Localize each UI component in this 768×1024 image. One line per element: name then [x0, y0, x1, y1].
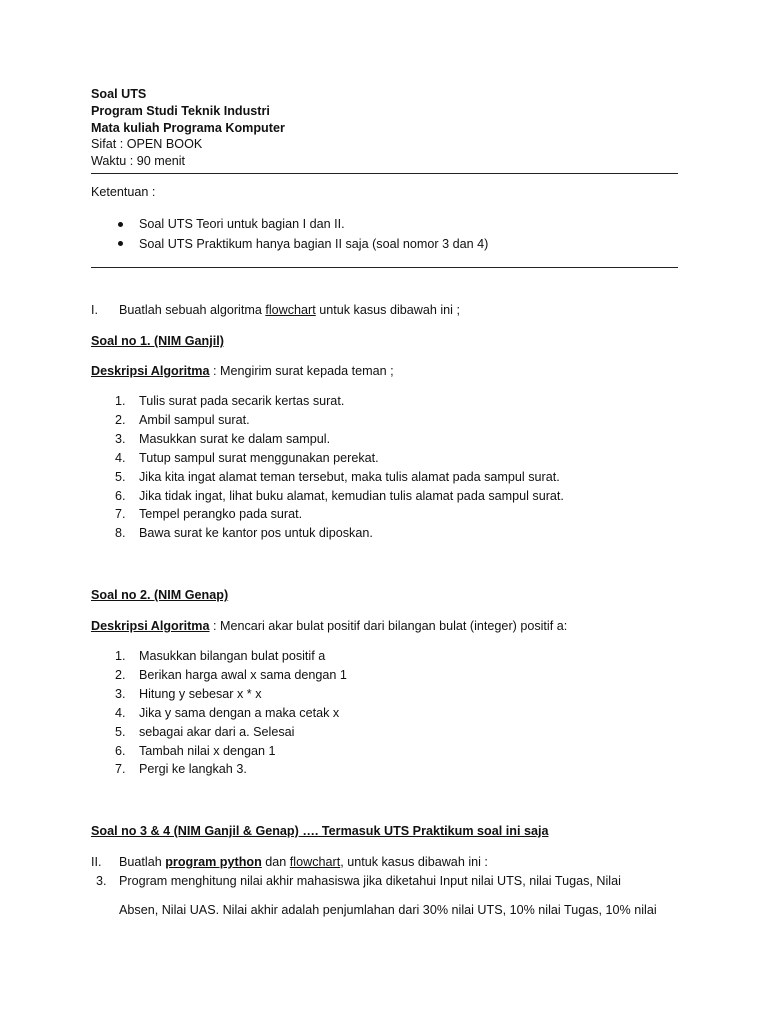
soal-2-step-number: 1.: [115, 649, 126, 663]
soal-2-desc-text: : Mencari akar bulat positif dari bilangan bulat (integer) positif a:: [209, 619, 568, 633]
soal-1-step-number: 4.: [115, 450, 126, 465]
header-line-1: Soal UTS: [91, 87, 147, 101]
section-1-instruction: [119, 302, 460, 319]
item-3-number: 3.: [96, 874, 107, 888]
section-2-python-term: program python: [165, 855, 262, 869]
soal-1-step-number: 5.: [115, 469, 126, 484]
header-line-5: Waktu : 90 menit: [91, 154, 186, 168]
soal-2-step-text: Hitung y sebesar x * x: [139, 686, 262, 701]
divider-bottom: [91, 267, 678, 268]
section-2-flowchart-term: flowchart: [289, 855, 341, 869]
soal-1-step-text: Jika tidak ingat, lihat buku alamat, kemudian tulis alamat pada sampul surat.: [139, 488, 564, 503]
soal-2-step-text: Jika y sama dengan a maka cetak x: [139, 705, 340, 720]
soal-2-description: [91, 618, 567, 635]
soal-2-step-number: 3.: [115, 686, 126, 701]
soal-1-step-number: 6.: [115, 488, 126, 503]
section-1-text-after: untuk kasus dibawah ini ;: [315, 303, 460, 317]
soal-1-title: Soal no 1. (NIM Ganjil): [91, 334, 224, 348]
section-2-text-2: dan: [261, 855, 290, 869]
bullet-dot: [118, 222, 123, 227]
soal-2-step-text: Tambah nilai x dengan 1: [139, 743, 276, 758]
soal-2-step-number: 7.: [115, 762, 126, 777]
soal-2-step-number: 5.: [115, 724, 126, 739]
bullet-dot: [118, 241, 123, 246]
header-line-2: Program Studi Teknik Industri: [91, 104, 270, 118]
soal-1-step-text: Masukkan surat ke dalam sampul.: [139, 431, 331, 446]
soal-1-description: [91, 363, 394, 380]
section-2-instruction: [119, 854, 488, 871]
soal-1-step-text: Tulis surat pada secarik kertas surat.: [139, 394, 345, 408]
soal-1-step-number: 1.: [115, 394, 126, 408]
header-line-3: Mata kuliah Programa Komputer: [91, 121, 285, 135]
section-1-flowchart-term: flowchart: [265, 303, 316, 317]
item-3-line-2: Absen, Nilai UAS. Nilai akhir adalah penjumlahan dari 30% nilai UTS, 10% nilai Tugas, 10% nilai: [119, 903, 657, 917]
section-2-text-3: , untuk kasus dibawah ini :: [340, 855, 488, 869]
soal-1-step-text: Tempel perangko pada surat.: [139, 507, 303, 522]
soal-1-step-number: 8.: [115, 526, 126, 541]
soal-2-step-text: Masukkan bilangan bulat positif a: [139, 649, 326, 663]
soal-1-step-text: Bawa surat ke kantor pos untuk diposkan.: [139, 526, 373, 541]
divider-top: [91, 173, 678, 174]
soal-2-step-text: Pergi ke langkah 3.: [139, 762, 247, 777]
ketentuan-item-2: Soal UTS Praktikum hanya bagian II saja (soal nomor 3 dan 4): [139, 237, 489, 251]
header-line-4: Sifat : OPEN BOOK: [91, 137, 203, 151]
soal-1-step-number: 2.: [115, 412, 126, 427]
soal-2-step-text: Berikan harga awal x sama dengan 1: [139, 667, 347, 682]
soal-1-step-number: 3.: [115, 431, 126, 446]
item-3-line-1: Program menghitung nilai akhir mahasiswa jika diketahui Input nilai UTS, nilai Tugas, Nilai: [119, 874, 621, 888]
soal-2-step-text: sebagai akar dari a. Selesai: [139, 724, 295, 739]
soal-1-step-number: 7.: [115, 507, 126, 522]
section-1-numeral: I.: [91, 303, 98, 317]
soal-1-step-text: Jika kita ingat alamat teman tersebut, maka tulis alamat pada sampul surat.: [139, 469, 560, 484]
soal-2-step-number: 2.: [115, 667, 126, 682]
soal-1-desc-text: : Mengirim surat kepada teman ;: [209, 364, 394, 378]
section-1-text-before: Buatlah sebuah algoritma: [119, 303, 266, 317]
soal-2-step-number: 4.: [115, 705, 126, 720]
soal-2-desc-label: Deskripsi Algoritma: [91, 619, 210, 633]
ketentuan-item-1: Soal UTS Teori untuk bagian I dan II.: [139, 217, 345, 231]
soal-2-step-number: 6.: [115, 743, 126, 758]
ketentuan-title: Ketentuan :: [91, 185, 156, 199]
soal-2-title: Soal no 2. (NIM Genap): [91, 588, 229, 602]
soal-1-step-text: Tutup sampul surat menggunakan perekat.: [139, 450, 379, 465]
soal-34-title: Soal no 3 & 4 (NIM Ganjil & Genap) …. Termasuk UTS Praktikum soal ini saja: [91, 824, 549, 838]
soal-1-step-text: Ambil sampul surat.: [139, 412, 250, 427]
section-2-numeral: II.: [91, 855, 102, 869]
soal-1-desc-label: Deskripsi Algoritma: [91, 364, 210, 378]
section-2-text-1: Buatlah: [119, 855, 166, 869]
